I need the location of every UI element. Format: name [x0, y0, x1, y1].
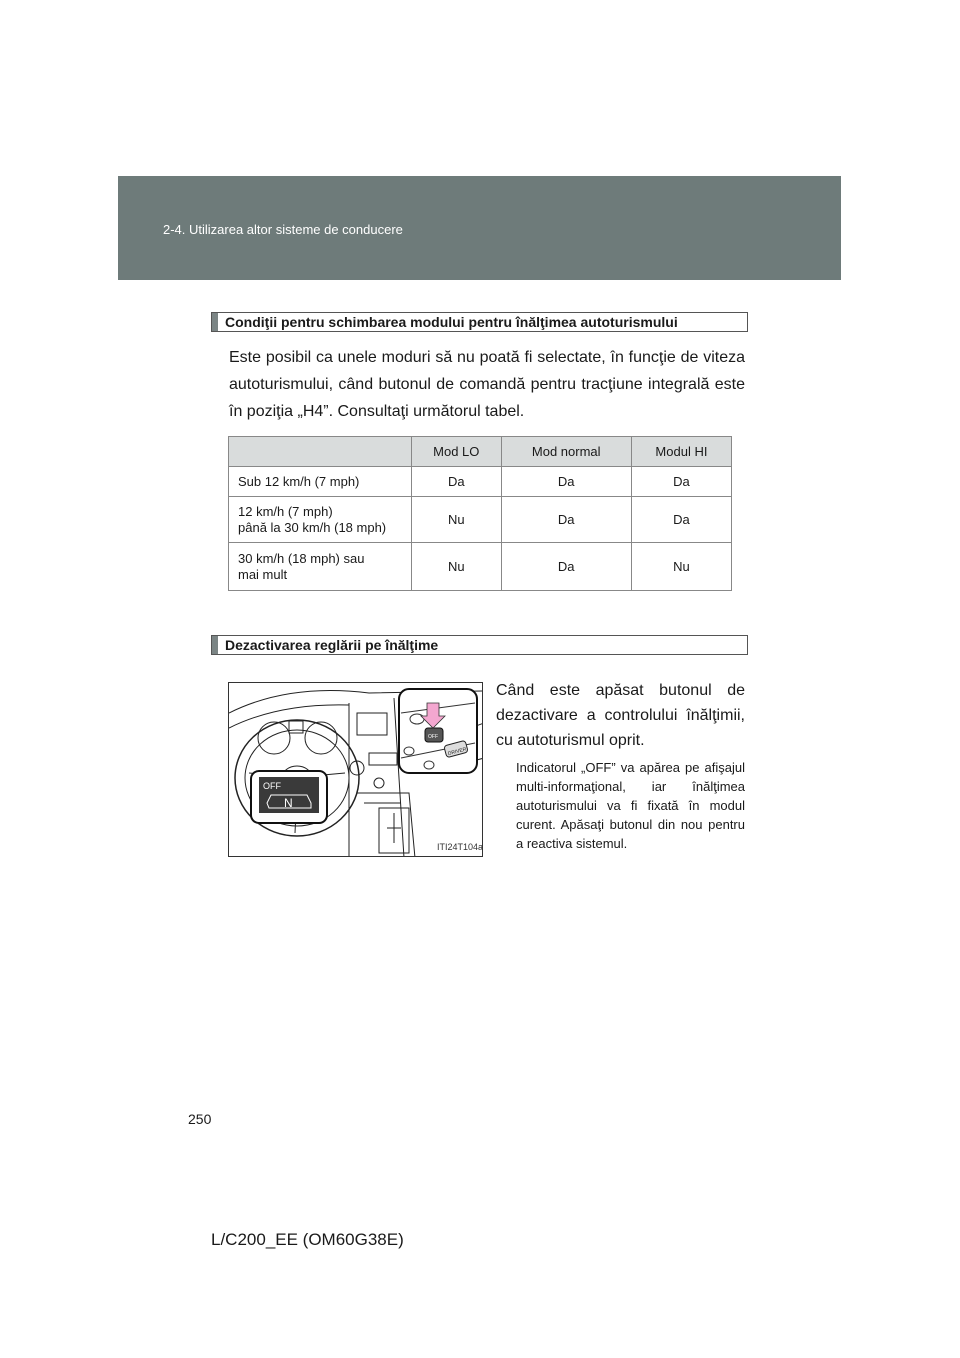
header-band	[118, 176, 841, 280]
section-title: 2-4. Utilizarea altor sisteme de conducere	[163, 222, 403, 237]
table-cell: Da	[412, 467, 502, 497]
condition-line: Sub 12 km/h (7 mph)	[238, 473, 360, 489]
mode-conditions-paragraph: Este posibil ca unele moduri să nu poată fi selectate, în funcţie de viteza autoturismului, când butonul de comandă pentru tracţiune integrală este în poziţia „H4”. Consultaţi următorul tabel.	[229, 349, 745, 420]
heading-bar	[212, 636, 218, 654]
condition-line: 12 km/h (7 mph)	[238, 503, 333, 519]
table-header-row	[229, 437, 732, 467]
table-cell: Nu	[631, 543, 731, 591]
table-cell-condition	[229, 543, 412, 591]
table-cell-condition	[229, 497, 412, 543]
dashboard-drawing	[229, 683, 483, 857]
table-header-lo: Mod LO	[412, 437, 502, 467]
table-cell: Nu	[412, 543, 502, 591]
heading-bar	[212, 313, 218, 331]
heading-height-deactivation	[211, 635, 748, 655]
table-cell: Da	[501, 543, 631, 591]
table-row	[229, 497, 732, 543]
table-header-hi: Modul HI	[631, 437, 731, 467]
heading-mode-conditions	[211, 312, 748, 332]
table-row	[229, 543, 732, 591]
table-cell: Nu	[412, 497, 502, 543]
page-number: 250	[188, 1111, 212, 1127]
speed-mode-table	[228, 436, 732, 591]
deactivation-paragraph: Când este apăsat butonul de dezactivare a controlului înălţimii, cu autoturismul oprit.	[496, 682, 745, 749]
off-button-label: OFF	[428, 734, 438, 740]
table-header-empty	[229, 437, 412, 467]
model-code: L/C200_EE (OM60G38E)	[211, 1230, 404, 1249]
dashboard-illustration	[228, 682, 483, 857]
table-header-normal: Mod normal	[501, 437, 631, 467]
display-mode-letter: N	[284, 796, 293, 810]
heading-text: Dezactivarea reglării pe înălţime	[225, 637, 439, 653]
condition-line: mai mult	[238, 566, 288, 582]
table-row	[229, 467, 732, 497]
condition-line: până la 30 km/h (18 mph)	[238, 519, 387, 535]
display-off-label: OFF	[263, 781, 281, 791]
table-cell: Da	[631, 497, 731, 543]
table-cell: Da	[501, 467, 631, 497]
deactivation-note: Indicatorul „OFF” va apărea pe afişajul multi-informaţional, iar înălţimea autoturismului va fi fixată în modul curent. Apăsaţi butonul din nou pentru a reactiva sistemul.	[516, 760, 745, 851]
table-cell: Da	[631, 467, 731, 497]
table-cell: Da	[501, 497, 631, 543]
driver-button-label: DRIVER	[447, 746, 468, 758]
condition-line: 30 km/h (18 mph) sau	[238, 550, 365, 566]
figure-code: ITI24T104a	[437, 842, 484, 852]
heading-text: Condiţii pentru schimbarea modului pentru înălţimea autoturismului	[225, 314, 678, 330]
table-cell-condition	[229, 467, 412, 497]
